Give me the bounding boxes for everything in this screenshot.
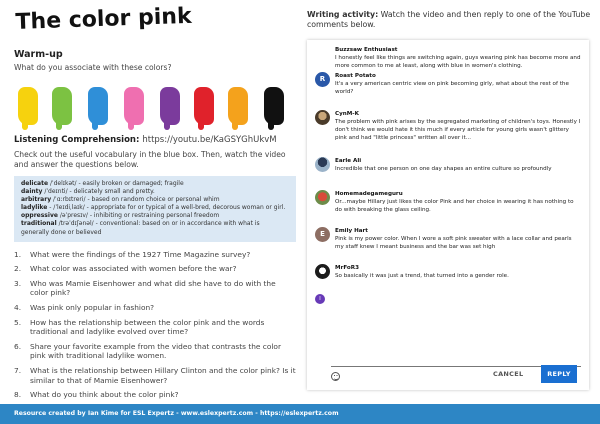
right-column [307,10,593,30]
green-swatch [52,87,72,125]
avatar: E [315,227,330,242]
purple-swatch [160,87,180,125]
question-item: 8. What do you think about the color pink? [14,390,179,400]
avatar [315,110,330,125]
comment-author[interactable]: MrFoR3 [335,265,359,271]
comment [315,72,581,96]
comment-author[interactable]: Emily Hart [335,228,368,234]
vocab-item: oppressive /əˈpresɪv/ - inhibiting or restraining personal freedom [21,212,220,220]
footer-credit: Resource created by Ian Kime for ESL Expertz - www.eslexpertz.com - https://eslexpertz.com [0,404,600,424]
writing-text: Watch the video and then reply to one of the YouTube comments below. [307,10,591,29]
question-item: 4. Was pink only popular in fashion? [14,303,155,313]
avatar [315,190,330,205]
comment-text: Incredible that one person on one day shapes an entire culture so profoundly [335,166,552,172]
comment-author[interactable]: Earle Ali [335,158,362,164]
cancel-button[interactable]: CANCEL [493,370,524,378]
comment-text: Or...maybe Hillary just likes the color Pink and her choice in wearing it has nothing to do with breaking the glass ceiling. [335,199,574,213]
listening-intro: Check out the useful vocabulary in the blue box. Then, watch the video and answer the questions below. [14,150,286,169]
vocab-item: delicate /ˈdelɪkət/ - easily broken or damaged; fragile [21,180,184,187]
comment [315,190,581,214]
user-avatar: I [315,294,325,304]
reply-input[interactable] [331,308,581,366]
yellow-swatch [18,87,38,125]
avatar [315,157,330,172]
comment-text: So basically it was just a trend, that turned into a gender role. [335,273,509,279]
question-list [14,250,296,400]
question-item: 6. Share your favorite example from the video that contrasts the color pink with traditional ladylike women. [14,341,281,361]
question-item: 3. Who was Mamie Eisenhower and what did she have to do with the color pink? [14,278,276,298]
comment-text: It's a very american centric view on pink becoming girly, what about the rest of the world? [335,81,569,95]
warmup-prompt: What do you associate with these colors? [14,63,172,72]
video-link[interactable]: https://youtu.be/KaGSYGhUkvM [142,135,277,145]
question-item: 1. What were the findings of the 1927 Time Magazine survey? [14,249,251,259]
warmup-heading: Warm-up [14,49,63,60]
comment-text: I honestly feel like things are switching again, guys wearing pink has become more and more common to me at least, along with blue in women's clothing. [335,55,581,69]
black-swatch [264,87,284,125]
color-swatches [14,87,296,129]
comment-author[interactable]: CynM-K [335,111,359,117]
question-item: 2. What color was associated with women before the war? [14,264,237,274]
vocab-item: arbitrary /ˈɑːrbɪtreri/ - based on random choice or personal whim [21,196,220,204]
comment-text: Pink is my power color. When I wore a soft pink sweater with a lace collar and pearls my staff knew I meant business and the bar was set high [335,236,572,250]
red-swatch [194,87,214,125]
blue-swatch [88,87,108,125]
comments-panel [307,40,589,390]
writing-activity [307,10,593,30]
comment [315,157,581,173]
vocab-item: ladylike - /ˈleɪdiˌlaɪk/ - appropriate for or typical of a well-bred, decorous woman or girl. [21,204,286,212]
question-item: 5. How has the relationship between the color pink and the words traditional and ladylike evolved over time? [14,317,265,337]
comment-author[interactable]: Buzzsaw Enthusiast [335,47,398,53]
avatar: R [315,72,330,87]
avatar [315,46,330,61]
listening-heading [14,135,296,145]
comment [315,110,581,142]
reply-button[interactable]: REPLY [541,365,577,383]
listening-label: Listening Comprehension: [14,135,140,145]
left-column [14,3,296,405]
comment [315,264,581,280]
emoji-icon[interactable] [331,372,340,381]
comment-text: The problem with pink arises by the segregated marketing of children's toys. Honestly I don't think we would hate it this much if every article for young girls wasn't glittery pink and had "little princess" written all over it... [335,119,581,141]
vocab-item: traditional /trəˈdɪʃənəl/ - conventional: based on or in accordance with what is generally done or believed [21,220,260,236]
vocab-item: dainty /ˈdeɪnti/ - delicately small and pretty. [21,188,155,196]
writing-label: Writing activity: [307,10,379,19]
comment-author[interactable]: Homemadegameguru [335,191,403,197]
pink-swatch [124,87,144,125]
vocabulary-box [14,176,296,242]
question-item: 7. What is the relationship between Hillary Clinton and the color pink? Is it similar to that of Mamie Eisenhower? [14,366,296,385]
comment [315,46,581,70]
avatar [315,264,330,279]
page-title: The color pink [15,3,193,35]
orange-swatch [228,87,248,125]
comment-author[interactable]: Roast Potato [335,73,376,79]
comment [315,227,581,251]
